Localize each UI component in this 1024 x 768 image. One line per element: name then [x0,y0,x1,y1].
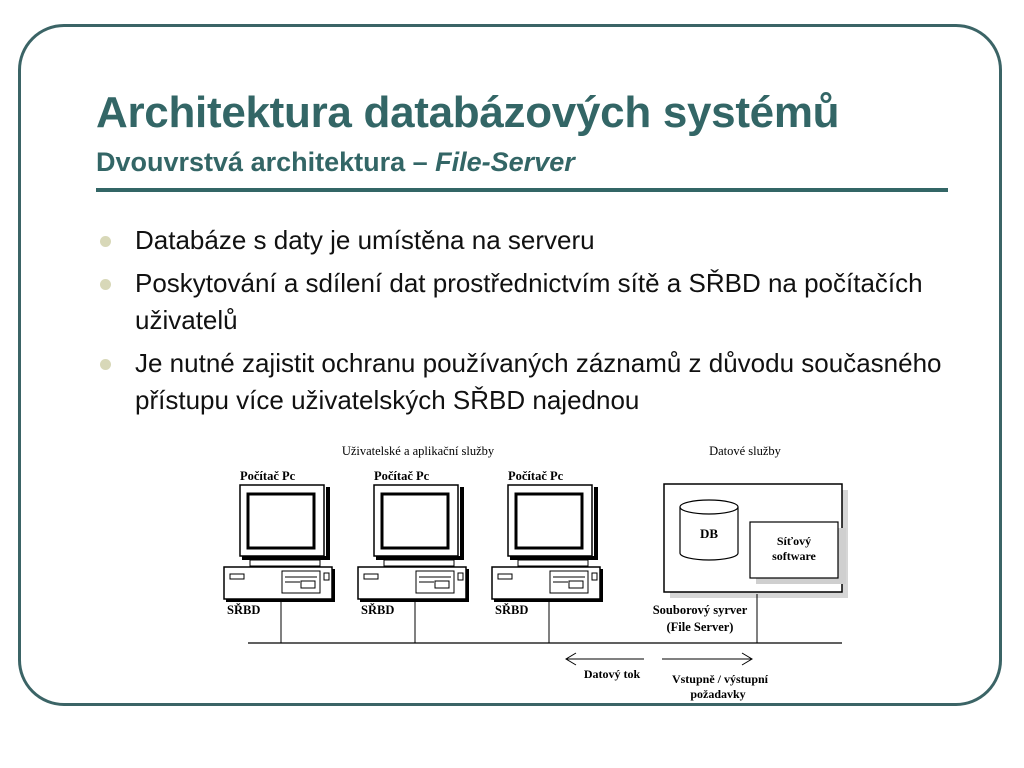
bullet-text: Databáze s daty je umístěna na serveru [135,225,595,255]
slide-title: Architektura databázových systémů [96,88,840,137]
db-label: DB [699,526,719,541]
dbms-label: SŘBD [227,603,261,617]
network-software-label-1: Síťový [776,534,812,548]
computer-label: Počítač Pc [508,469,564,483]
subtitle-italic: File-Server [435,147,575,177]
dbms-label: SŘBD [495,603,529,617]
data-flow-label: Datový tok [583,667,641,681]
computer-icon [492,485,603,602]
bullet-text: Je nutné zajistit ochranu používaných záznamů z důvodu současného přístupu více uživatelských SŘBD najednou [135,348,942,415]
bullet-text: Poskytování a sdílení dat prostřednictvím sítě a SŘBD na počítačích uživatelů [135,268,923,335]
section-data-label: Datové služby [709,444,781,458]
computer-label: Počítač Pc [374,469,430,483]
computer-icon [224,485,335,602]
dbms-label: SŘBD [361,603,395,617]
server-label-1: Souborový syrver [652,603,748,617]
io-request-arrow-icon [662,653,752,665]
io-request-label-2: požadavky [690,687,746,701]
computer-icon [358,485,469,602]
data-flow-arrow-icon [566,653,644,665]
computer-label: Počítač Pc [240,469,296,483]
client-computer-2 [358,469,469,643]
io-request-label-1: Vstupně / výstupní [671,672,769,686]
subtitle-prefix: Dvouvrstvá architektura – [96,147,436,177]
file-server [664,484,848,598]
network-software-label-2: software [772,549,816,563]
client-computer-3 [492,469,603,643]
client-computer-1 [224,469,335,643]
section-user-label: Uživatelské a aplikační služby [341,444,495,458]
server-label-2: (File Server) [666,620,734,634]
